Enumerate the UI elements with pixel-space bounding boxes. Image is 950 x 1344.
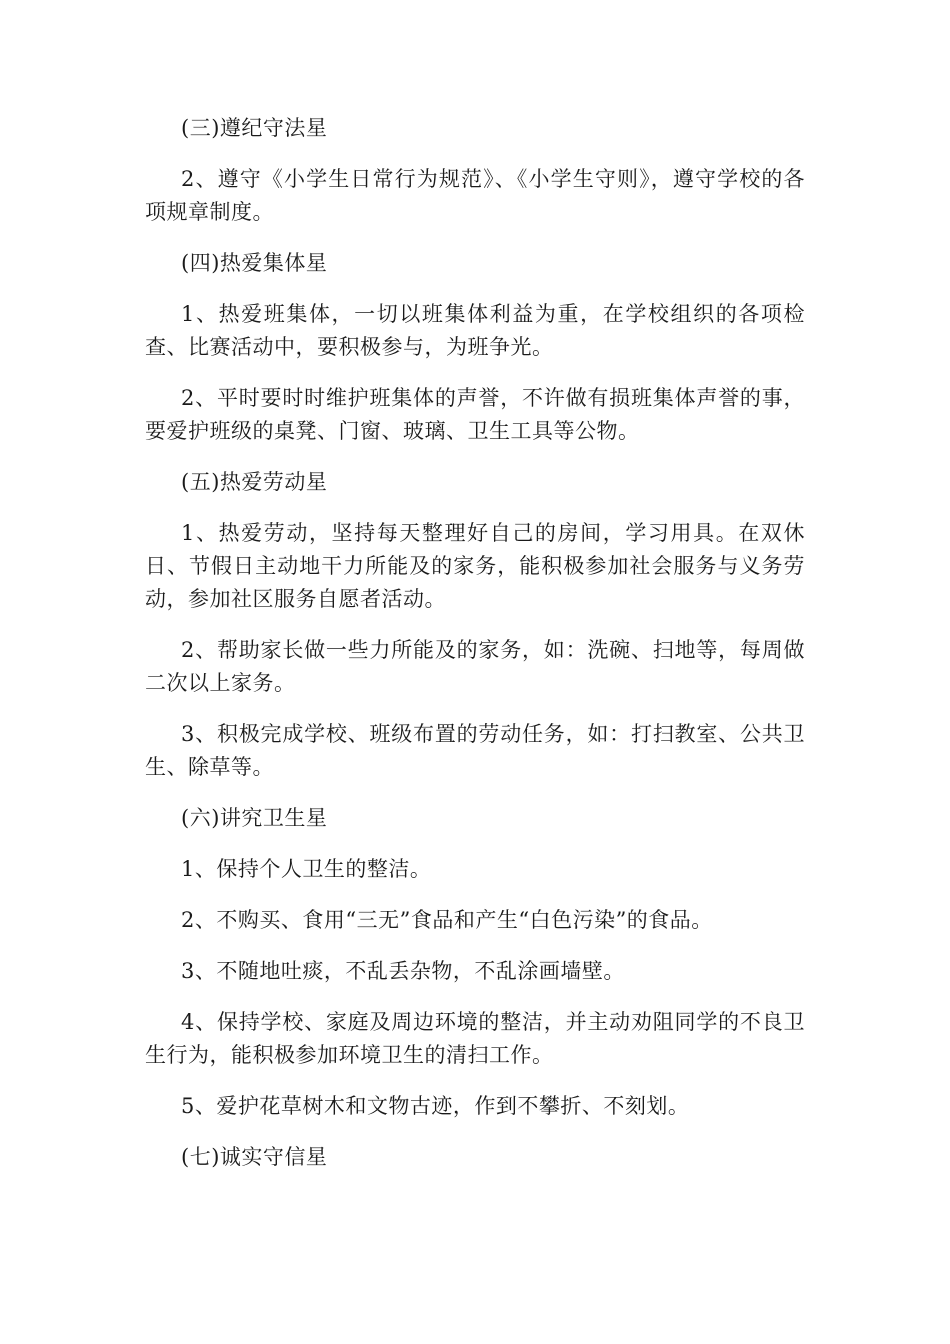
paragraph-labor-3: 3、积极完成学校、班级布置的劳动任务，如：打扫教室、公共卫生、除草等。	[145, 722, 805, 779]
paragraph-hygiene-1: 1、保持个人卫生的整洁。	[181, 857, 432, 881]
paragraph-labor-1: 1、热爱劳动，坚持每天整理好自己的房间，学习用具。在双休日、节假日主动地干力所能及的家务，能积极参加社会服务与义务劳动，参加社区服务自愿者活动。	[145, 521, 805, 611]
paragraph-hygiene-4: 4、保持学校、家庭及周边环境的整洁，并主动劝阻同学的不良卫生行为，能积极参加环境卫生的清扫工作。	[145, 1010, 805, 1067]
paragraph-law-2: 2、遵守《小学生日常行为规范》、《小学生守则》，遵守学校的各项规章制度。	[145, 167, 805, 224]
section-heading-honesty-star: (七)诚实守信星	[181, 1145, 328, 1169]
paragraph-hygiene-5: 5、爱护花草树木和文物古迹，作到不攀折、不刻划。	[181, 1094, 690, 1118]
paragraph-collective-1: 1、热爱班集体，一切以班集体利益为重，在学校组织的各项检查、比赛活动中，要积极参与，为班争光。	[145, 302, 805, 359]
section-heading-collective-star: (四)热爱集体星	[181, 251, 328, 275]
paragraph-hygiene-2: 2、不购买、食用“三无”食品和产生“白色污染”的食品。	[181, 908, 713, 932]
section-heading-labor-star: (五)热爱劳动星	[181, 470, 328, 494]
section-heading-law-star: (三)遵纪守法星	[181, 116, 328, 140]
paragraph-labor-2: 2、帮助家长做一些力所能及的家务，如：洗碗、扫地等，每周做二次以上家务。	[145, 638, 805, 695]
section-heading-hygiene-star: (六)讲究卫生星	[181, 806, 328, 830]
paragraph-hygiene-3: 3、不随地吐痰，不乱丢杂物，不乱涂画墙壁。	[181, 959, 625, 983]
paragraph-collective-2: 2、平时要时时维护班集体的声誉，不许做有损班集体声誉的事，要爱护班级的桌凳、门窗、玻璃、卫生工具等公物。	[145, 386, 805, 443]
document-body	[145, 112, 805, 1192]
